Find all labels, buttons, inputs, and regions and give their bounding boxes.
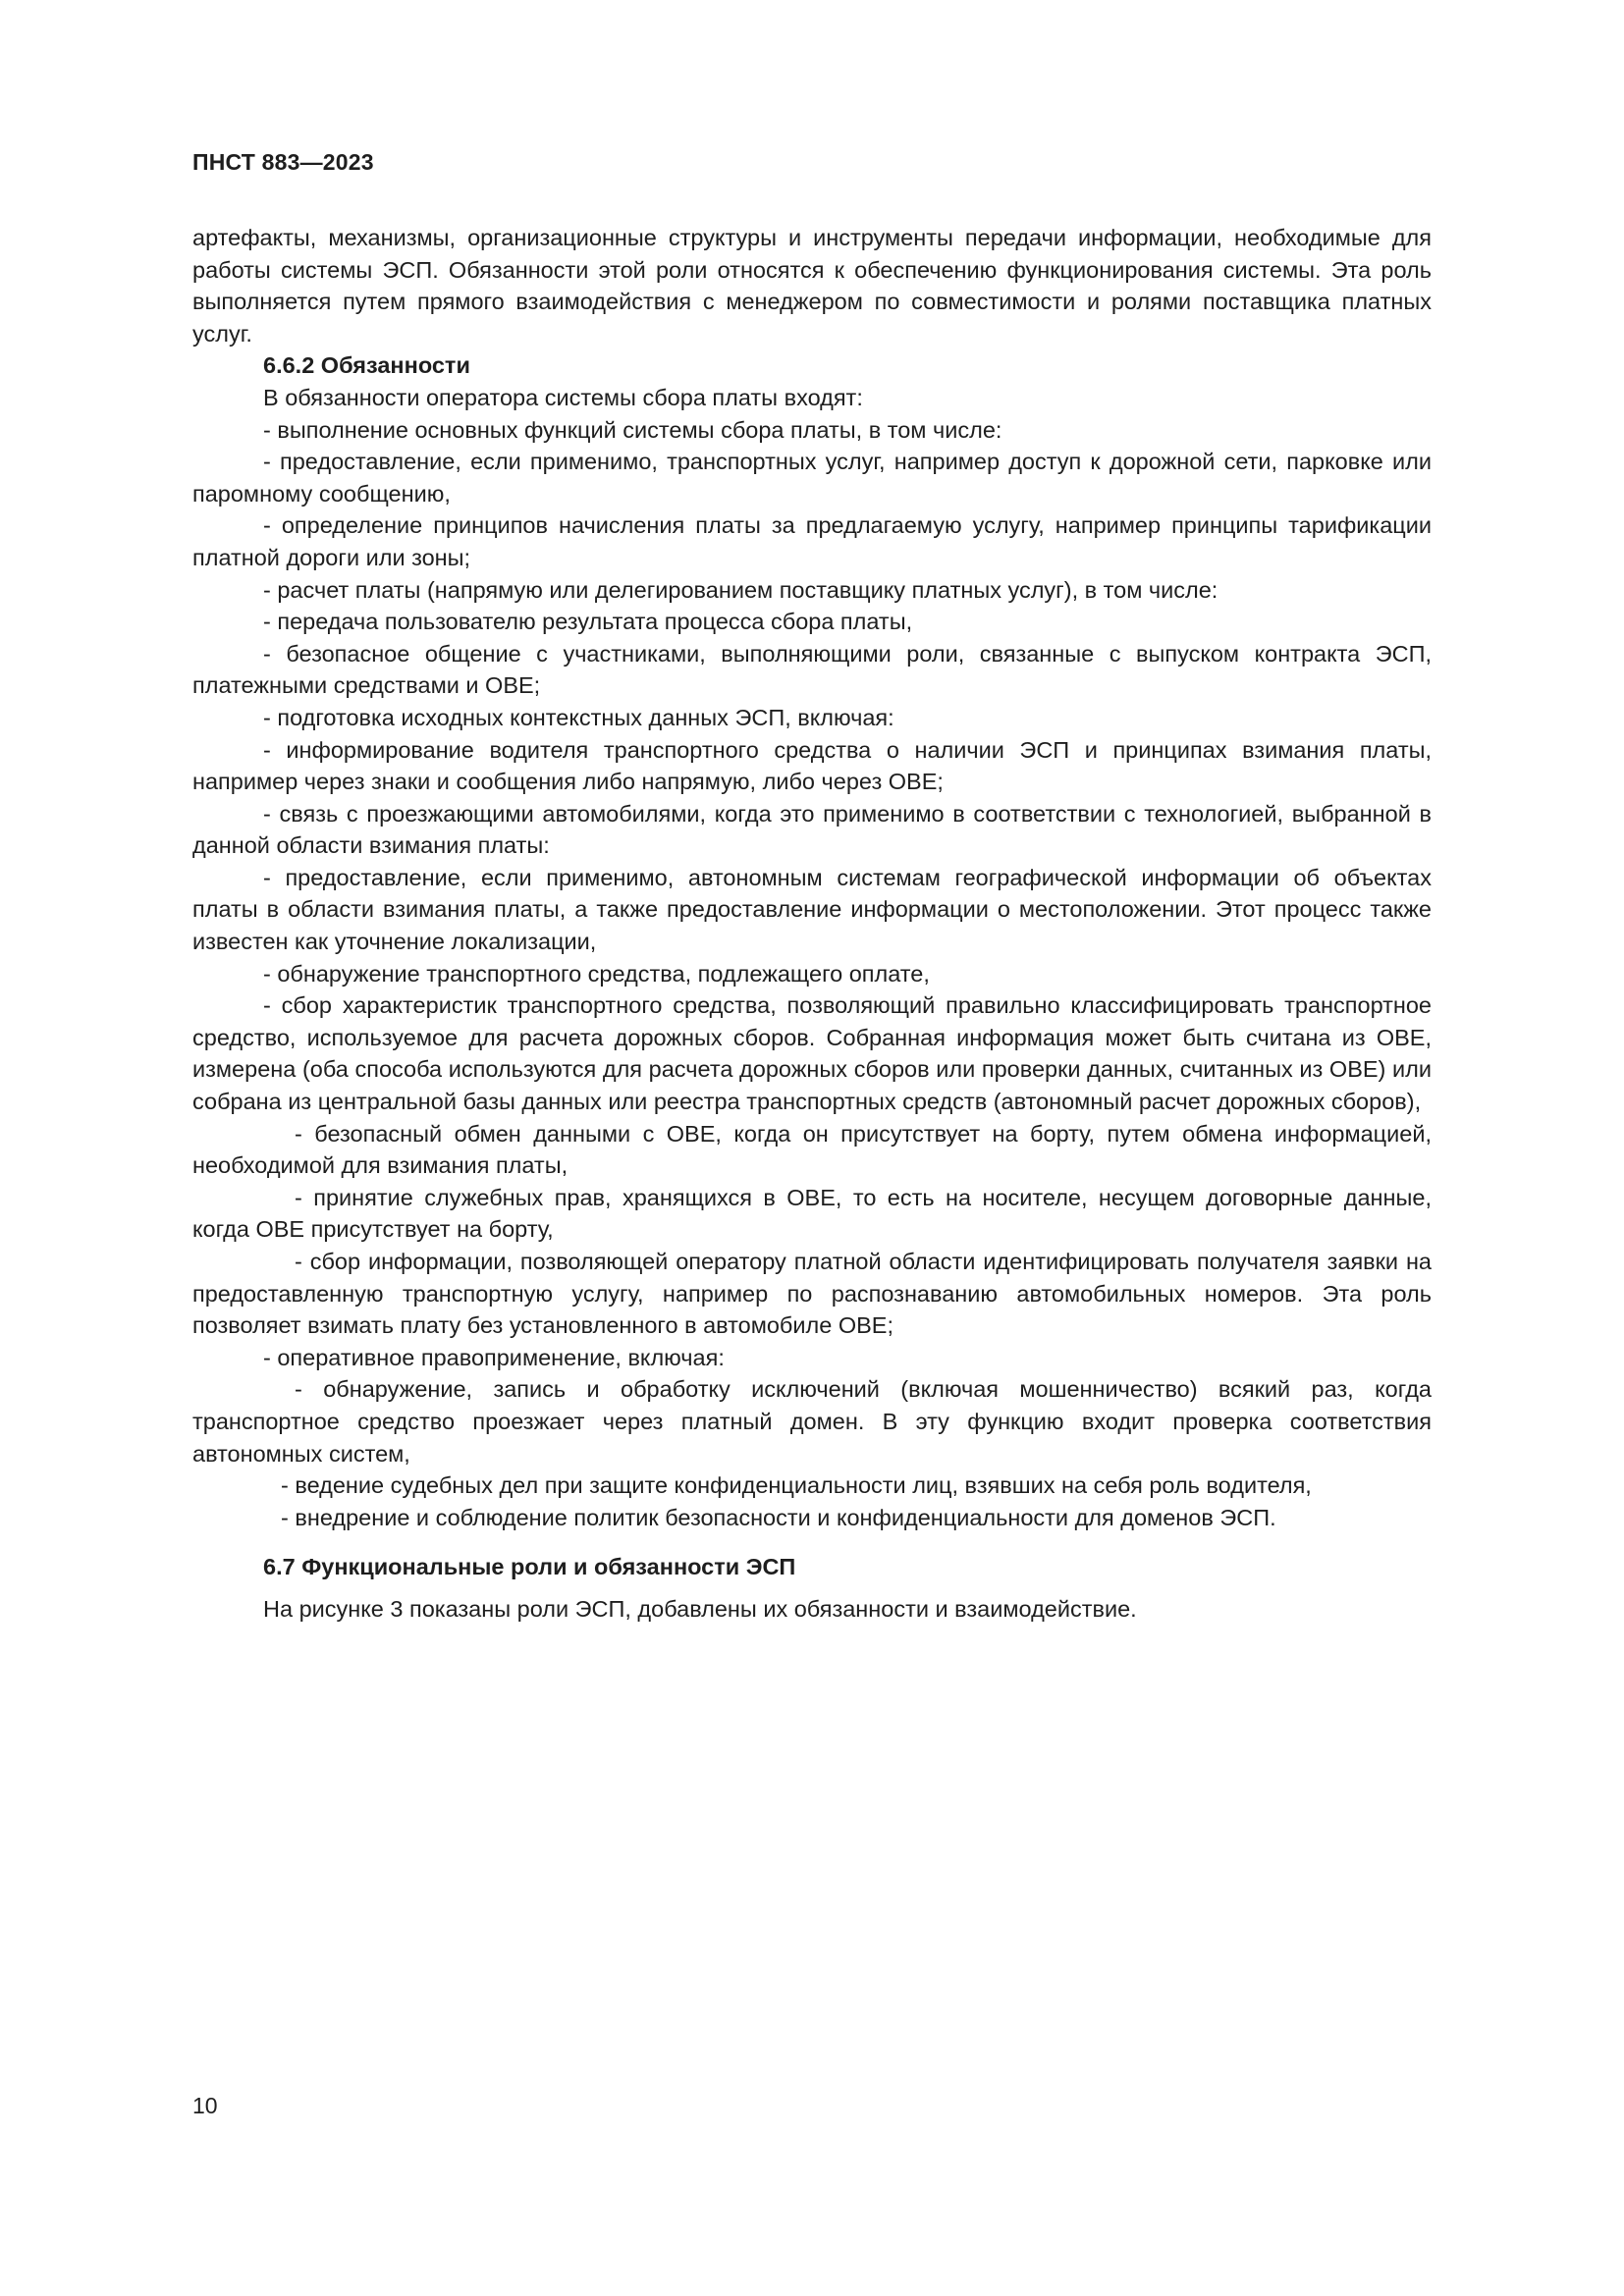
list-item: - определение принципов начисления платы за предлагаемую услугу, например принципы тарификации платной дороги или зоны; [192,512,1432,570]
document-header: ПНСТ 883—2023 [192,149,374,175]
list-item: - ведение судебных дел при защите конфиденциальности лиц, взявших на себя роль водителя, [281,1472,1312,1499]
document-body [192,222,1432,1626]
list-item: - передача пользователю результата процесса сбора платы, [263,609,913,635]
list-item: - обнаружение транспортного средства, подлежащего оплате, [263,960,930,987]
list-item: - предоставление, если применимо, автономным системам географической информации об объектах платы в области взимания платы, а также предоставление информации о местоположении. Этот процесс также известен как уточнение локализации, [192,864,1432,955]
subsection-heading-6-6-2: 6.6.2 Обязанности [263,352,470,379]
section-heading-6-7: 6.7 Функциональные роли и обязанности ЭСП [263,1554,796,1580]
list-item: - связь с проезжающими автомобилями, когда это применимо в соответствии с технологией, выбранной в данной области взимания платы: [192,800,1432,859]
page-number: 10 [192,2093,218,2118]
list-item: - предоставление, если применимо, транспортных услуг, например доступ к дорожной сети, парковке или паромному сообщению, [192,449,1432,507]
paragraph: В обязанности оператора системы сбора платы входят: [263,384,863,410]
list-item: - принятие служебных прав, хранящихся в ОВЕ, то есть на носителе, несущем договорные данные, когда ОВЕ присутствует на борту, [192,1184,1432,1243]
list-item: - сбор характеристик транспортного средства, позволяющий правильно классифицировать транспортное средство, используемое для расчета дорожных сборов. Собранная информация может быть считана из ОВЕ, измерена (оба способа используются для расчета дорожных сборов или проверки данных, считанных из ОВЕ) или собрана из центральной базы данных или реестра транспортных средств (автономный расчет дорожных сборов), [192,992,1432,1115]
list-item: - обнаружение, запись и обработку исключений (включая мошенничество) всякий раз, когда транспортное средство проезжает через платный домен. В эту функцию входит проверка соответствия автономных систем, [192,1376,1432,1467]
paragraph: На рисунке 3 показаны роли ЭСП, добавлены их обязанности и взаимодействие. [263,1595,1137,1622]
list-item: - подготовка исходных контекстных данных ЭСП, включая: [263,704,894,730]
list-item: - внедрение и соблюдение политик безопасности и конфиденциальности для доменов ЭСП. [281,1504,1276,1530]
list-item: - безопасное общение с участниками, выполняющими роли, связанные с выпуском контракта ЭСП, платежными средствами и ОВЕ; [192,640,1432,699]
list-item: - оперативное правоприменение, включая: [263,1344,725,1370]
list-item: - информирование водителя транспортного средства о наличии ЭСП и принципах взимания платы, например через знаки и сообщения либо напрямую, либо через ОВЕ; [192,736,1432,795]
list-item: - расчет платы (напрямую или делегированием поставщику платных услуг), в том числе: [263,576,1218,603]
paragraph: артефакты, механизмы, организационные структуры и инструменты передачи информации, необходимые для работы системы ЭСП. Обязанности этой роли относятся к обеспечению функционирования системы. Эта роль выполняется путем прямого взаимодействия с менеджером по совместимости и ролями поставщика платных услуг. [192,225,1432,347]
list-item: - безопасный обмен данными с ОВЕ, когда он присутствует на борту, путем обмена информацией, необходимой для взимания платы, [192,1120,1432,1179]
list-item: - сбор информации, позволяющей оператору платной области идентифицировать получателя заявки на предоставленную транспортную услугу, например по распознаванию автомобильных номеров. Эта роль позволяет взимать плату без установленного в автомобиле ОВЕ; [192,1249,1432,1339]
list-item: - выполнение основных функций системы сбора платы, в том числе: [263,416,1002,443]
